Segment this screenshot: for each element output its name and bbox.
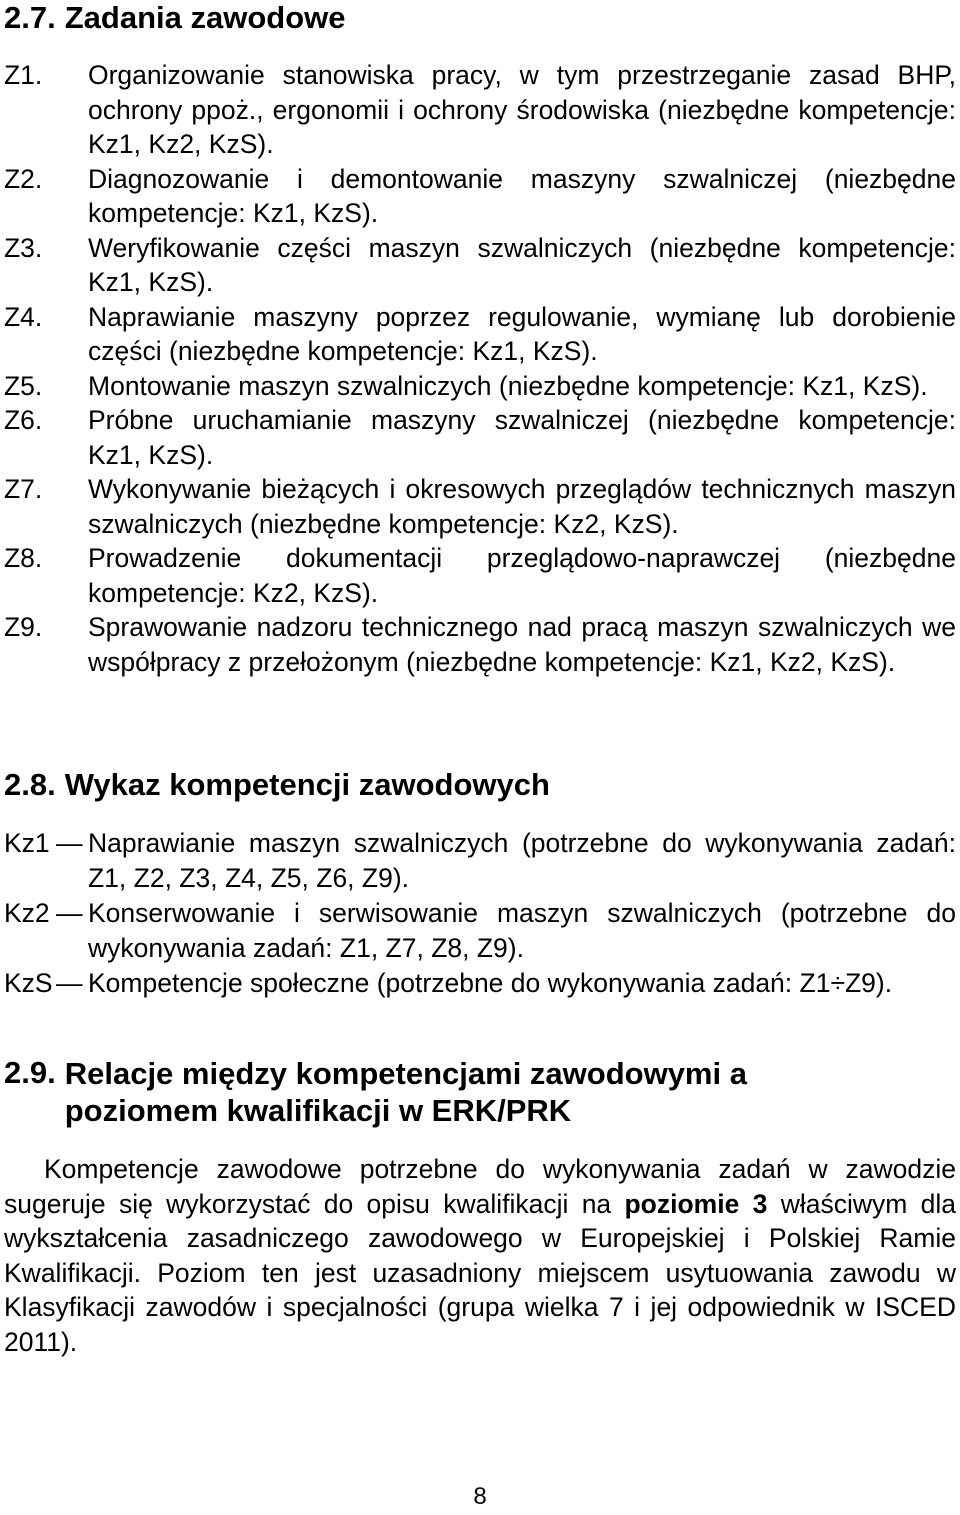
competence-code: Kz1 <box>4 828 50 858</box>
task-item <box>4 369 956 404</box>
section-number: 2.7. <box>4 0 56 35</box>
task-item <box>4 231 956 300</box>
task-text: Próbne uruchamianie maszyny szwalniczej (niezbędne kompetencje: Kz1, KzS). <box>88 405 956 470</box>
task-code: Z7. <box>4 474 43 504</box>
competence-item <box>4 966 956 1001</box>
competence-text: Konserwowanie i serwisowanie maszyn szwalniczych (potrzebne do wykonywania zadań: Z1, Z7, Z8, Z9). <box>88 898 956 963</box>
task-code: Z9. <box>4 612 43 642</box>
task-text: Montowanie maszyn szwalniczych (niezbędne kompetencje: Kz1, KzS). <box>88 370 928 401</box>
competence-code: Kz2 <box>4 898 50 928</box>
task-code: Z5. <box>4 370 43 401</box>
competence-text: Kompetencje społeczne (potrzebne do wykonywania zadań: Z1÷Z9). <box>88 968 893 998</box>
task-item <box>4 58 956 162</box>
task-text: Prowadzenie dokumentacji przeglądowo-naprawczej (niezbędne kompetencje: Kz2, KzS). <box>88 543 956 608</box>
section-heading-2-8 <box>4 767 550 802</box>
section-number: 2.9. <box>4 1055 56 1090</box>
competence-item <box>4 896 956 966</box>
paragraph-text-start: Kompetencje zawodowe potrzebne do wykonywania zadań w zawodzie sugeruje się wykorzystać do opisu kwalifikacji na <box>4 1154 956 1219</box>
task-code: Z1. <box>4 60 43 90</box>
task-item <box>4 472 956 541</box>
competence-list <box>4 826 956 1001</box>
task-code: Z2. <box>4 163 43 194</box>
task-item <box>4 541 956 610</box>
competence-body <box>56 966 956 1001</box>
section-heading-2-9 <box>4 1055 944 1129</box>
section-title: Relacje między kompetencjami zawodowymi a poziomem kwalifikacji w ERK/PRK <box>64 1056 747 1128</box>
section-heading-2-7 <box>4 0 346 35</box>
competence-dash: — <box>56 898 83 928</box>
task-item <box>4 162 956 231</box>
competence-item <box>4 826 956 896</box>
competence-body <box>56 896 956 966</box>
task-text: Sprawowanie nadzoru technicznego nad pracą maszyn szwalniczych we współpracy z przełożonym (niezbędne kompetencje: Kz1, Kz2, KzS). <box>88 612 956 677</box>
task-code: Z8. <box>4 543 43 573</box>
task-code: Z6. <box>4 405 43 435</box>
task-list <box>4 58 956 679</box>
competence-body <box>56 826 956 896</box>
competence-dash: — <box>56 968 83 998</box>
task-text: Weryfikowanie części maszyn szwalniczych (niezbędne kompetencje: Kz1, KzS). <box>88 232 956 297</box>
task-item <box>4 300 956 369</box>
task-text: Wykonywanie bieżących i okresowych przeglądów technicznych maszyn szwalniczych (niezbędne kompetencje: Kz2, KzS). <box>88 474 956 539</box>
competence-dash: — <box>56 828 83 858</box>
task-text: Naprawianie maszyny poprzez regulowanie, wymianę lub dorobienie części (niezbędne kompetencje: Kz1, KzS). <box>88 301 956 366</box>
relations-paragraph <box>4 1152 956 1359</box>
section-number: 2.8. <box>4 767 56 802</box>
task-item <box>4 610 956 679</box>
page-number: 8 <box>473 1483 487 1510</box>
paragraph-text-end: właściwym dla wykształcenia zasadniczego zawodowego w Europejskiej i Polskiej Ramie Kwalifikacji. Poziom ten jest uzasadniony miejscem usytuowania zawodu w Klasyfikacji zawodów i specjalności (grupa wielka 7 i jej odpowiednik w ISCED 2011). <box>4 1188 956 1357</box>
paragraph-bold-level: poziomie 3 <box>624 1188 768 1219</box>
task-code: Z3. <box>4 232 43 263</box>
competence-code: KzS <box>4 968 53 998</box>
competence-text: Naprawianie maszyn szwalniczych (potrzebne do wykonywania zadań: Z1, Z2, Z3, Z4, Z5, Z6, Z9). <box>88 828 956 893</box>
section-title: Wykaz kompetencji zawodowych <box>64 767 550 802</box>
task-code: Z4. <box>4 301 43 332</box>
task-item <box>4 403 956 472</box>
task-text: Diagnozowanie i demontowanie maszyny szwalniczej (niezbędne kompetencje: Kz1, KzS). <box>88 163 956 228</box>
task-text: Organizowanie stanowiska pracy, w tym przestrzeganie zasad BHP, ochrony ppoż., ergonomii i ochrony środowiska (niezbędne kompetencje: Kz1, Kz2, KzS). <box>88 60 956 159</box>
section-title: Zadania zawodowe <box>64 0 346 35</box>
